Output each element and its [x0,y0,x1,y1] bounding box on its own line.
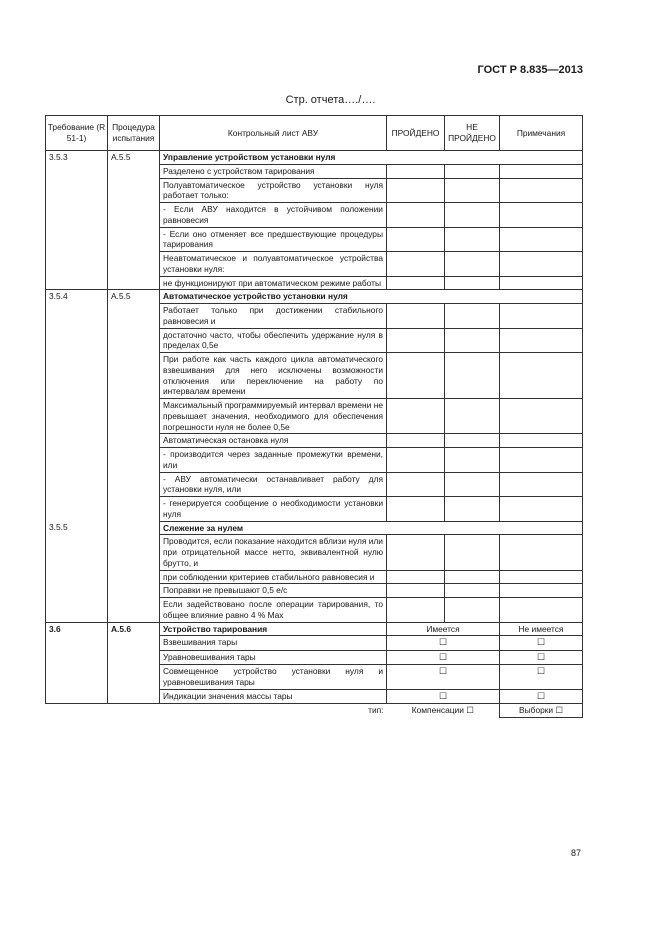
table-row [46,434,583,448]
table-row [46,178,583,203]
passed-cell[interactable] [387,203,445,228]
passed-cell[interactable] [387,570,445,584]
notes-cell[interactable] [500,164,583,178]
not-passed-cell[interactable] [445,164,500,178]
not-passed-cell[interactable] [445,570,500,584]
requirement-code: 3.6 [46,622,108,636]
passed-cell[interactable] [387,434,445,448]
table-row [46,304,583,329]
has-header: Имеется [387,622,500,636]
check-item: Работает только при достижении стабильного равновесия и [160,304,387,329]
passed-cell[interactable] [387,472,445,497]
table-row [46,399,583,434]
table-row [46,203,583,228]
notes-cell[interactable] [500,227,583,252]
procedure-code: А.5.6 [108,622,160,636]
table-row [46,622,583,636]
table-row [46,353,583,399]
notes-cell[interactable] [500,598,583,623]
notes-cell[interactable] [500,328,583,353]
check-item: - АВУ автоматически останавливает работу для установки нуля, или [160,472,387,497]
check-item: при соблюдении критериев стабильного равновесия и [160,570,387,584]
notes-cell[interactable] [500,399,583,434]
not-passed-cell[interactable] [445,276,500,290]
page-number: 87 [570,848,581,858]
check-item: - Если АВУ находится в устойчивом положении равновесия [160,203,387,228]
table-row [46,328,583,353]
check-item: Поправки не превышают 0,5 e/c [160,584,387,598]
not-passed-cell[interactable] [445,304,500,329]
table-header-row [46,116,583,151]
tare-type-row [46,704,583,718]
procedure-code: А.5.5 [108,290,160,304]
passed-cell[interactable] [387,328,445,353]
passed-cell[interactable] [387,227,445,252]
notes-cell[interactable] [500,584,583,598]
tare-item: Совмещенное устройство установки нуля и уравновешивания тары [160,665,387,690]
tare-item: Индикации значения массы тары [160,689,387,704]
passed-cell[interactable] [387,353,445,399]
table-row [46,448,583,473]
checklist-table [45,115,583,718]
table-row [46,584,583,598]
not-passed-cell[interactable] [445,434,500,448]
not-passed-cell[interactable] [445,584,500,598]
not-passed-cell[interactable] [445,598,500,623]
tare-item: Взвешивания тары [160,636,387,651]
table-row [46,227,583,252]
has-not-checkbox[interactable]: ☐ [536,637,546,648]
not-passed-cell[interactable] [445,448,500,473]
passed-cell[interactable] [387,178,445,203]
notes-cell[interactable] [500,203,583,228]
notes-cell[interactable] [500,252,583,277]
notes-cell[interactable] [500,570,583,584]
check-item: Неавтоматическое и полуавтоматическое устройства установки нуля: [160,252,387,277]
col-notes: Примечания [500,116,583,151]
passed-cell[interactable] [387,598,445,623]
passed-cell[interactable] [387,276,445,290]
has-not-checkbox[interactable]: ☐ [536,690,546,701]
not-passed-cell[interactable] [445,178,500,203]
check-item: достаточно часто, чтобы обеспечить удержание нуля в пределах 0,5e [160,328,387,353]
check-item: Разделено с устройством тарирования [160,164,387,178]
has-checkbox[interactable]: ☐ [438,637,448,648]
not-passed-cell[interactable] [445,399,500,434]
notes-cell[interactable] [500,304,583,329]
check-item: - Если оно отменяет все предшествующие процедуры тарирования [160,227,387,252]
table-row [46,276,583,290]
not-passed-cell[interactable] [445,203,500,228]
passed-cell[interactable] [387,164,445,178]
passed-cell[interactable] [387,535,445,570]
notes-cell[interactable] [500,472,583,497]
procedure-code: А.5.5 [108,151,160,165]
table-row [46,650,583,665]
table-row [46,535,583,570]
notes-cell[interactable] [500,448,583,473]
check-item: не функционируют при автоматическом режиме работы [160,276,387,290]
notes-cell[interactable] [500,353,583,399]
requirement-code: 3.5.3 [46,151,108,165]
check-item: - производится через заданные промежутки времени, или [160,448,387,473]
compensation-option[interactable]: Компенсации ☐ [411,705,474,716]
has-not-header: Не имеется [500,622,583,636]
check-item: - генерируется сообщение о необходимости установки нуля [160,497,387,522]
not-passed-cell[interactable] [445,472,500,497]
table-row [46,472,583,497]
check-item: Проводится, если показание находится вблизи нуля или при отрицательной массе нетто, эквивалентной нулю брутто, и [160,535,387,570]
not-passed-cell[interactable] [445,227,500,252]
notes-cell[interactable] [500,535,583,570]
section-title: Автоматическое устройство установки нуля [160,290,583,304]
table-row [46,164,583,178]
passed-cell[interactable] [387,497,445,522]
passed-cell[interactable] [387,399,445,434]
has-not-checkbox[interactable]: ☐ [536,666,546,677]
notes-cell[interactable] [500,434,583,448]
tare-item: Уравновешивания тары [160,650,387,665]
check-item: Автоматическая остановка нуля [160,434,387,448]
type-label: тип: [368,705,384,716]
passed-cell[interactable] [387,304,445,329]
check-item: Максимальный программируемый интервал времени не превышает значения, необходимого для обеспечения погрешности нуля не более 0,5e [160,399,387,434]
not-passed-cell[interactable] [445,328,500,353]
table-row [46,636,583,651]
col-passed: ПРОЙДЕНО [387,116,445,151]
not-passed-cell[interactable] [445,497,500,522]
not-passed-cell[interactable] [445,353,500,399]
table-row [46,151,583,165]
check-item: Если задействовано после операции тарирования, то общее влияние равно 4 % Max [160,598,387,623]
table-row [46,290,583,304]
col-checklist: Контрольный лист АВУ [160,116,387,151]
table-row [46,252,583,277]
check-item: Полуавтоматическое устройство установки нуля работает только: [160,178,387,203]
section-title: Устройство тарирования [160,622,387,636]
table-row [46,521,583,535]
table-row [46,497,583,522]
has-not-checkbox[interactable]: ☐ [536,651,546,662]
table-row [46,570,583,584]
section-title: Слежение за нулем [160,521,583,535]
col-requirement: Требование (R 51-1) [46,116,108,151]
section-title: Управление устройством установки нуля [160,151,583,165]
notes-cell[interactable] [500,178,583,203]
requirement-code: 3.5.4 [46,290,108,304]
requirement-code: 3.5.5 [46,521,108,535]
col-procedure: Процедура испытания [108,116,160,151]
document-code: ГОСТ Р 8.835—2013 [477,64,583,76]
selection-option[interactable]: Выборки ☐ [500,704,583,718]
not-passed-cell[interactable] [445,252,500,277]
has-checkbox[interactable]: ☐ [438,666,448,677]
table-row [46,598,583,623]
has-checkbox[interactable]: ☐ [438,690,448,701]
report-page-label: Стр. отчета…./…. [285,94,376,106]
passed-cell[interactable] [387,252,445,277]
check-item: При работе как часть каждого цикла автоматического взвешивания для него исключены возможности отключения или переключение на работу по интервалам времени [160,353,387,399]
notes-cell[interactable] [500,276,583,290]
not-passed-cell[interactable] [445,535,500,570]
table-row [46,689,583,704]
notes-cell[interactable] [500,497,583,522]
passed-cell[interactable] [387,448,445,473]
table-row [46,665,583,690]
passed-cell[interactable] [387,584,445,598]
col-not-passed: НЕ ПРОЙДЕНО [445,116,500,151]
has-checkbox[interactable]: ☐ [438,651,448,662]
